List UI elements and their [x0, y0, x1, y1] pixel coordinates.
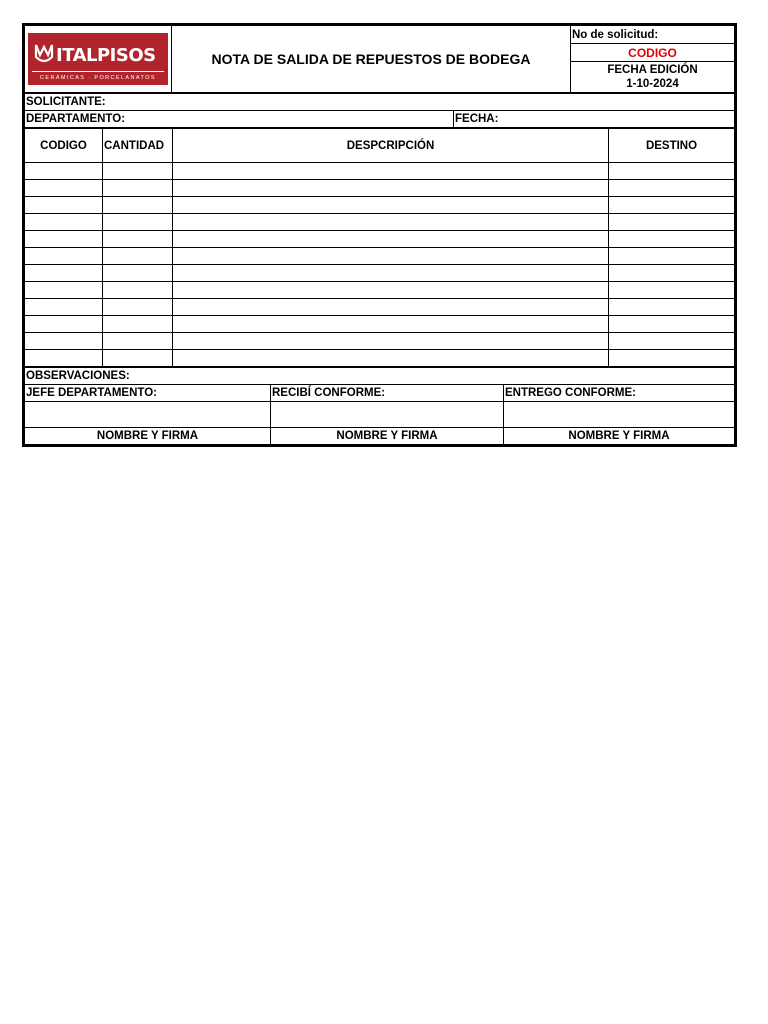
- table-row: [25, 316, 735, 333]
- cell-descripcion[interactable]: [173, 282, 609, 299]
- col-header-cantidad: CANTIDAD: [103, 129, 173, 163]
- header-table: [24, 25, 735, 93]
- cell-descripcion[interactable]: [173, 231, 609, 248]
- items-table: [24, 128, 735, 367]
- cell-descripcion[interactable]: [173, 197, 609, 214]
- requester-table: [24, 93, 735, 128]
- cell-codigo[interactable]: [25, 282, 103, 299]
- cell-codigo[interactable]: [25, 214, 103, 231]
- cell-cantidad[interactable]: [103, 163, 173, 180]
- cell-codigo[interactable]: [25, 265, 103, 282]
- cell-destino[interactable]: [609, 316, 735, 333]
- firma-label-entrego: NOMBRE Y FIRMA: [504, 428, 735, 445]
- solicitante-field[interactable]: SOLICITANTE:: [25, 94, 735, 111]
- table-row: [25, 299, 735, 316]
- col-header-destino: DESTINO: [609, 129, 735, 163]
- table-row: [25, 333, 735, 350]
- form-sheet: [22, 23, 737, 447]
- cell-codigo[interactable]: [25, 197, 103, 214]
- cell-destino[interactable]: [609, 231, 735, 248]
- cell-descripcion[interactable]: [173, 316, 609, 333]
- recibi-conforme-label: RECIBÍ CONFORME:: [271, 385, 504, 402]
- cell-cantidad[interactable]: [103, 231, 173, 248]
- table-row: [25, 282, 735, 299]
- table-row: [25, 231, 735, 248]
- departamento-field[interactable]: DEPARTAMENTO:: [25, 111, 454, 128]
- cell-cantidad[interactable]: [103, 333, 173, 350]
- fecha-field[interactable]: FECHA:: [454, 111, 735, 128]
- cell-destino[interactable]: [609, 163, 735, 180]
- document-title: NOTA DE SALIDA DE REPUESTOS DE BODEGA: [172, 26, 571, 93]
- cell-cantidad[interactable]: [103, 248, 173, 265]
- cell-descripcion[interactable]: [173, 214, 609, 231]
- cell-destino[interactable]: [609, 299, 735, 316]
- cell-destino[interactable]: [609, 248, 735, 265]
- cell-cantidad[interactable]: [103, 282, 173, 299]
- table-row: [25, 197, 735, 214]
- cell-descripcion[interactable]: [173, 350, 609, 367]
- cell-descripcion[interactable]: [173, 248, 609, 265]
- jefe-departamento-label: JEFE DEPARTAMENTO:: [25, 385, 271, 402]
- cell-codigo[interactable]: [25, 163, 103, 180]
- col-header-descripcion: DESPCRIPCIÓN: [173, 129, 609, 163]
- cell-codigo[interactable]: [25, 248, 103, 265]
- fecha-edicion-label: FECHA EDICIÓN: [607, 64, 698, 76]
- fecha-edicion: [571, 62, 735, 93]
- table-row: [25, 265, 735, 282]
- firma-label-recibi: NOMBRE Y FIRMA: [271, 428, 504, 445]
- entrego-conforme-label: ENTREGO CONFORME:: [504, 385, 735, 402]
- solicitud-label: No de solicitud:: [571, 26, 735, 44]
- table-row: [25, 180, 735, 197]
- cell-cantidad[interactable]: [103, 316, 173, 333]
- table-row: [25, 163, 735, 180]
- cell-codigo[interactable]: [25, 299, 103, 316]
- item-rows: [25, 163, 735, 367]
- logo-text: ITALPISOS: [56, 45, 156, 66]
- cell-cantidad[interactable]: [103, 299, 173, 316]
- codigo-value: CODIGO: [571, 44, 735, 62]
- cell-codigo[interactable]: [25, 350, 103, 367]
- cell-cantidad[interactable]: [103, 197, 173, 214]
- cell-destino[interactable]: [609, 180, 735, 197]
- signature-box-jefe[interactable]: [25, 402, 271, 428]
- fecha-edicion-value: 1-10-2024: [626, 78, 679, 90]
- cell-destino[interactable]: [609, 265, 735, 282]
- observaciones-field[interactable]: OBSERVACIONES:: [25, 368, 735, 385]
- cell-destino[interactable]: [609, 214, 735, 231]
- table-row: [25, 214, 735, 231]
- logo-subtext: CERÁMICAS · PORCELANATOS: [40, 75, 156, 81]
- cell-descripcion[interactable]: [173, 163, 609, 180]
- tulip-logo-icon: [34, 43, 54, 65]
- logo-cell: [25, 26, 172, 93]
- cell-codigo[interactable]: [25, 333, 103, 350]
- cell-descripcion[interactable]: [173, 265, 609, 282]
- table-row: [25, 350, 735, 367]
- cell-cantidad[interactable]: [103, 180, 173, 197]
- table-row: [25, 248, 735, 265]
- cell-descripcion[interactable]: [173, 299, 609, 316]
- cell-destino[interactable]: [609, 350, 735, 367]
- cell-descripcion[interactable]: [173, 180, 609, 197]
- col-header-codigo: CODIGO: [25, 129, 103, 163]
- signature-table: [24, 367, 735, 445]
- cell-cantidad[interactable]: [103, 214, 173, 231]
- cell-codigo[interactable]: [25, 231, 103, 248]
- cell-cantidad[interactable]: [103, 350, 173, 367]
- signature-box-recibi[interactable]: [271, 402, 504, 428]
- firma-label-jefe: NOMBRE Y FIRMA: [25, 428, 271, 445]
- cell-codigo[interactable]: [25, 316, 103, 333]
- cell-codigo[interactable]: [25, 180, 103, 197]
- cell-destino[interactable]: [609, 282, 735, 299]
- cell-destino[interactable]: [609, 333, 735, 350]
- cell-descripcion[interactable]: [173, 333, 609, 350]
- cell-cantidad[interactable]: [103, 265, 173, 282]
- cell-destino[interactable]: [609, 197, 735, 214]
- italpisos-logo: [28, 33, 168, 85]
- signature-box-entrego[interactable]: [504, 402, 735, 428]
